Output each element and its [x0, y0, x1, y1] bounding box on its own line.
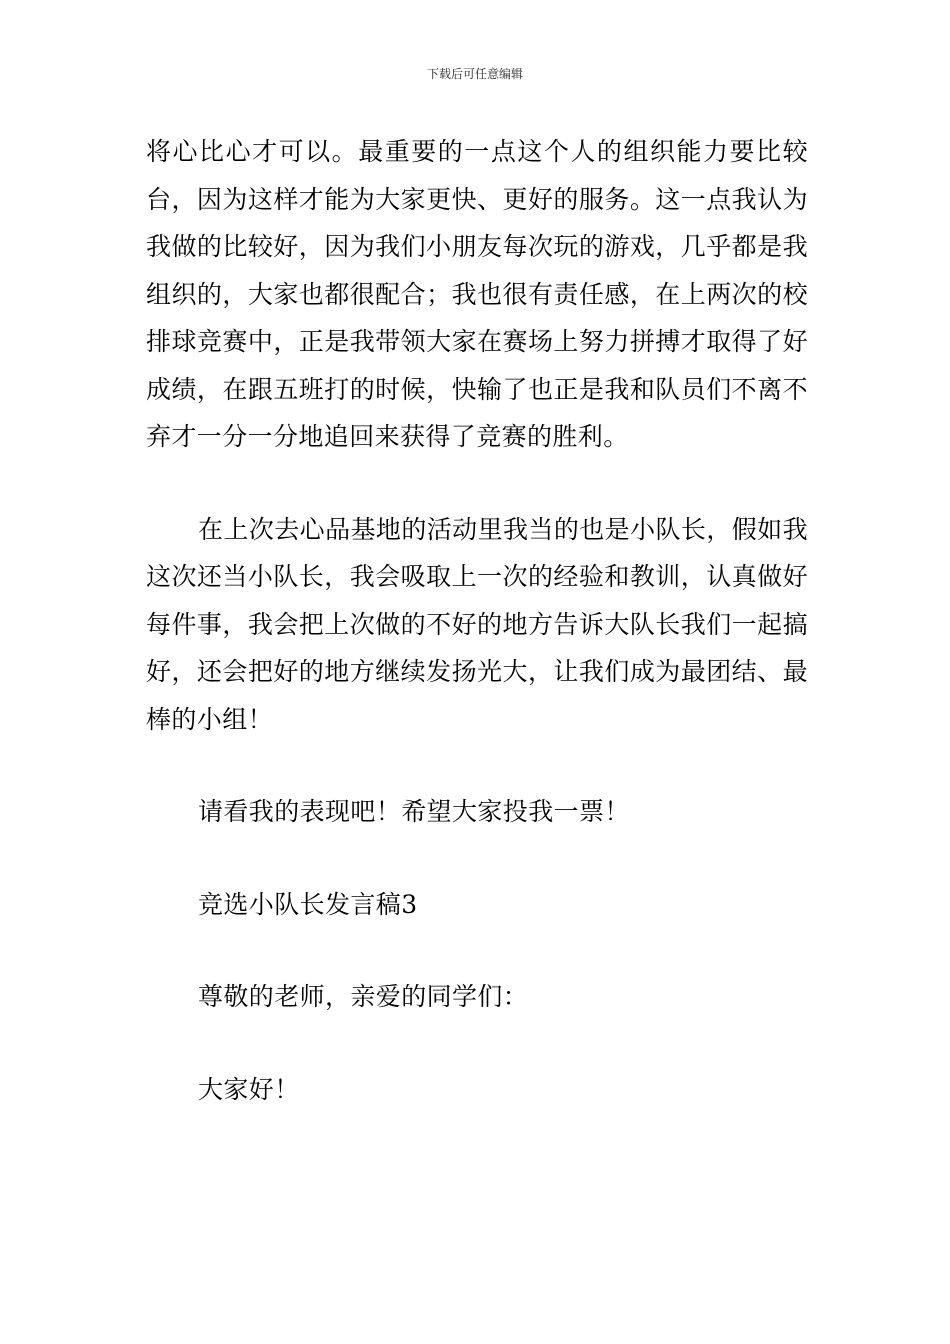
- document-body: [146, 128, 808, 1113]
- section-title: 竞选小队长发言稿3: [198, 889, 418, 919]
- paragraph-1: 将心比心才可以。最重要的一点这个人的组织能力要比较台，因为这样才能为大家更快、更好的服务。这一点我认为我做的比较好，因为我们小朋友每次玩的游戏，几乎都是我组织的，大家也都很配合；我也很有责任感，在上两次的校排球竞赛中，正是我带领大家在赛场上努力拼搏才取得了好成绩，在跟五班打的时候，快输了也正是我和队员们不离不弃才一分一分地追回来获得了竞赛的胜利。: [146, 137, 808, 451]
- page-header: 下载后可任意编辑: [426, 67, 523, 81]
- paragraph-2: 在上次去心品基地的活动里我当的也是小队长，假如我这次还当小队长，我会吸取上一次的经验和教训，认真做好每件事，我会把上次做的不好的地方告诉大队长我们一起搞好，还会把好的地方继续发扬光大，让我们成为最团结、最棒的小组！: [146, 514, 808, 734]
- paragraph-3: 请看我的表现吧！希望大家投我一票！: [198, 797, 630, 826]
- salutation: 尊敬的老师，亲爱的同学们：: [198, 982, 529, 1011]
- greeting: 大家好！: [198, 1074, 300, 1104]
